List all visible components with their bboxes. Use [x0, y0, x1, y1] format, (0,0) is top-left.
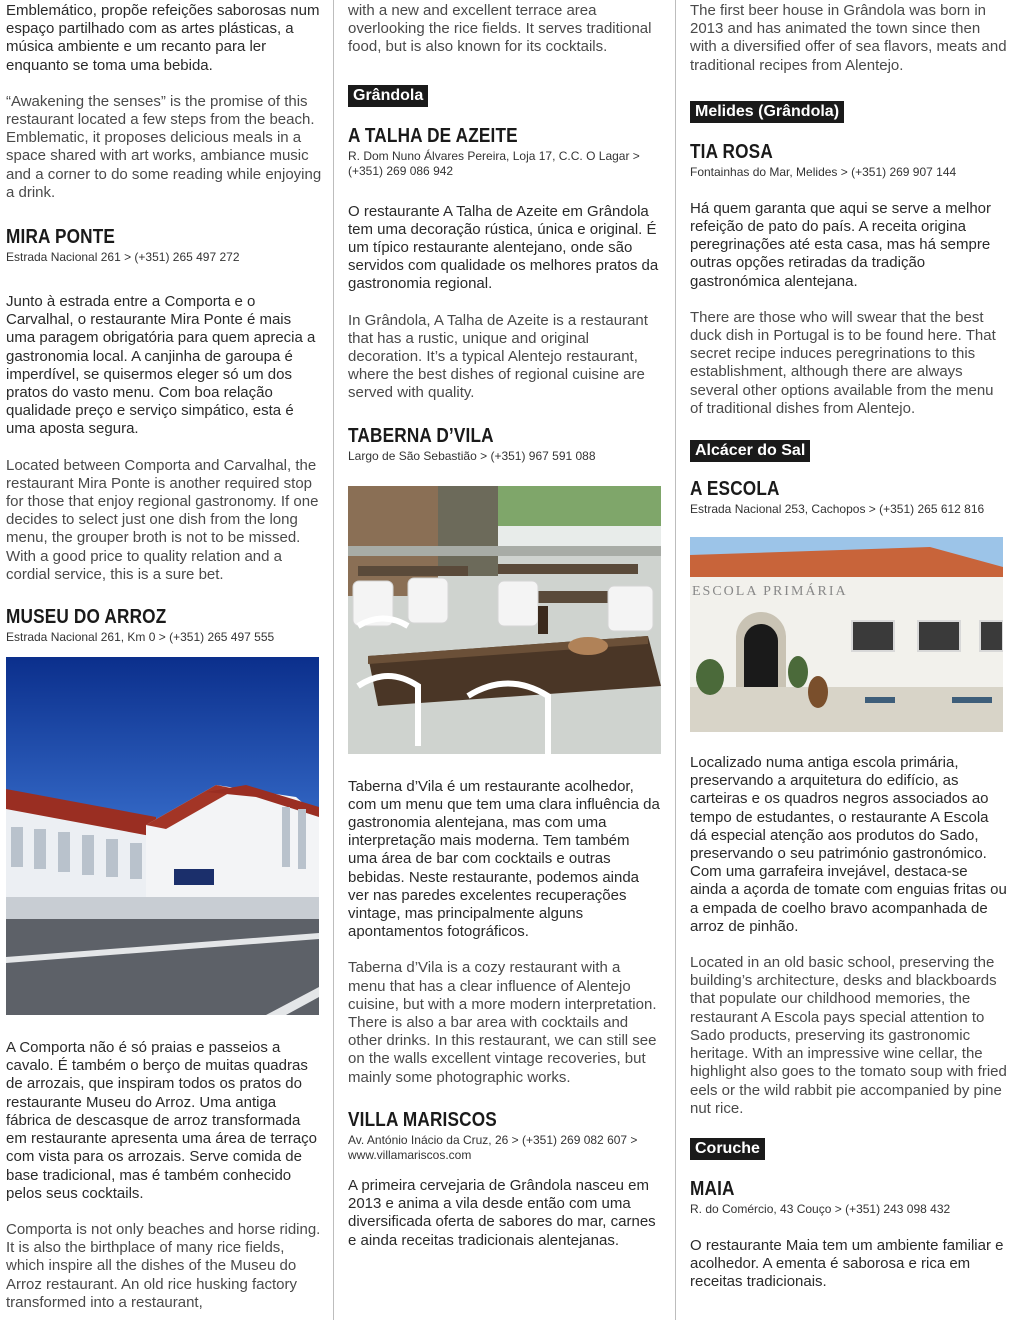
restaurant-name: TIA ROSA [690, 140, 773, 163]
continued-paragraph-en: The first beer house in Grândola was born in 2013 and has animated the town since then with a diversified offer of sea flavors, meats and traditional recipes from Alentejo. [690, 2, 1007, 74]
region-tag: Grândola [348, 85, 428, 107]
restaurant-address: Largo de São Sebastião > (+351) 967 591 088 [348, 448, 596, 463]
restaurant-name: A ESCOLA [690, 478, 780, 501]
description-pt: Há quem garanta que aqui se serve a melhor refeição de pato do país. A receita origina peregrinações até esta casa, mas há sempre outras opções retiradas da tradição gastronómica alentejana. [690, 199, 992, 290]
region-tag: Coruche [690, 1138, 765, 1160]
restaurant-name: TABERNA D’VILA [348, 424, 494, 447]
description-en: Located between Comporta and Carvalhal, the restaurant Mira Ponte is another required stop for those that enjoy regional gastronomy. If one decides to select just one dish from the long menu, the grouper broth is not to be missed. With a good price to quality relation and a cordial service, this is a sure bet. [6, 456, 319, 583]
restaurant-name: VILLA MARISCOS [348, 1108, 497, 1131]
column-divider [333, 0, 334, 1320]
description-en: Taberna d’Vila is a cozy restaurant with a menu that has a clear influence of Alentejo cuisine, but with a more modern interpretation. There is also a bar area with cocktails and other drinks. In this restaurant, we can still see on the walls excellent vintage recoveries, but mainly some photographic works. [348, 959, 657, 1086]
description-en: In Grândola, A Talha de Azeite is a restaurant that has a rustic, unique and original decoration. It’s a typical Alentejo restaurant, where the best dishes of regional cuisine are served with quality. [348, 311, 648, 402]
description-pt: O restaurante A Talha de Azeite em Grândola tem uma decoração rústica, única e original. É um típico restaurante alentejano, onde são servidos com qualidade os melhores pratos da gastronomia regional. [348, 202, 659, 293]
restaurant-address: Estrada Nacional 253, Cachopos > (+351) 265 612 816 [690, 502, 985, 517]
description-pt: Junto à estrada entre a Comporta e o Carvalhal, o restaurante Mira Ponte é mais uma paragem obrigatória para quem aprecia a gastronomia local. A canjinha de garoupa é imperdível, se quisermos eleger só um dos pratos do vasto menu. Com boa relação qualidade preço e serviço simpático, esta é uma aposta segura. [6, 293, 316, 438]
region-tag: Melides (Grândola) [690, 101, 844, 123]
restaurant-name: MUSEU DO ARROZ [6, 606, 167, 629]
description-pt: A primeira cervejaria de Grândola nasceu em 2013 e anima a vila desde então com uma diversificada oferta de sabores do mar, carnes e ainda receitas tradicionais alentejanas. [348, 1176, 656, 1249]
intro-paragraph-pt: Emblemático, propõe refeições saborosas num espaço partilhado com as artes plásticas, a música ambiente e um recanto para ler enquanto se toma uma bebida. [6, 2, 320, 74]
restaurant-address: Estrada Nacional 261, Km 0 > (+351) 265 497 555 [6, 630, 275, 645]
description-en: Comporta is not only beaches and horse riding. It is also the birthplace of many rice fields, which inspire all the dishes of the Museu do Arroz restaurant. An old rice husking factory transformed into a restaurant, [6, 1220, 321, 1311]
region-tag: Alcácer do Sal [690, 440, 810, 462]
school-sign: ESCOLA PRIMÁRIA [692, 584, 848, 600]
continued-paragraph-en: with a new and excellent terrace area overlooking the rice fields. It serves traditional food, but is also known for its cocktails. [348, 2, 652, 56]
column-2 [348, 0, 662, 1250]
taberna-dvila-photo [348, 486, 661, 754]
column-1 [6, 0, 324, 1312]
description-pt: Taberna d’Vila é um restaurante acolhedor, com um menu que tem uma clara influência da gastronomia alentejana, mas com uma interpretação mais moderna. Tem também uma área de bar com cocktails e outras bebidas. Neste restaurante, podemos ainda ver nas paredes excelentes recuperações vintage, mas principalmente alguns apontamentos fotográficos. [348, 777, 660, 941]
restaurant-address: Estrada Nacional 261 > (+351) 265 497 272 [6, 250, 240, 265]
description-pt: Localizado numa antiga escola primária, preservando a arquitetura do edifício, as carteiras e os quadros negros associados ao tempo de estudantes, o restaurante A Escola dá especial atenção aos produtos do Sado, preservando o seu património gastronómico. Com uma garrafeira invejável, destaca-se ainda a açorda de tomate com enguias fritas ou a empada de coelho bravo acompanhada de arroz de pinhão. [690, 754, 1007, 935]
restaurant-name: A TALHA DE AZEITE [348, 124, 518, 147]
restaurant-address: Av. António Inácio da Cruz, 26 > (+351) 269 082 607 > www.villamariscos.com [348, 1132, 638, 1162]
intro-paragraph-en: “Awakening the senses” is the promise of this restaurant located a few steps from the beach. Emblematic, it proposes delicious meals in a space shared with art works, ambiance music and a corner to do some reading while enjoying a drink. [6, 92, 322, 201]
description-en: There are those who will swear that the best duck dish in Portugal is to be found here. That secret recipe induces peregrinations to this establishment, although there are always several other options available from the menu of traditional dishes from Alentejo. [690, 308, 996, 417]
restaurant-name: MIRA PONTE [6, 226, 116, 249]
restaurant-address: Fontainhas do Mar, Melides > (+351) 269 907 144 [690, 164, 957, 179]
description-en: Located in an old basic school, preserving the building’s architecture, desks and blackboards that populate our childhood memories, the restaurant A Escola pays special attention to Sado products, preserving its gastronomic heritage. With an impressive wine cellar, the highlight also goes to the tomato soup with fried eels or the wild rabbit pie accompanied by pine nut rice. [690, 954, 1007, 1117]
column-divider [675, 0, 676, 1320]
column-3 [690, 0, 1008, 1292]
description-pt: O restaurante Maia tem um ambiente familiar e acolhedor. A ementa é saborosa e rica em receitas tradicionais. [690, 1236, 1004, 1291]
restaurant-address: R. do Comércio, 43 Couço > (+351) 243 098 432 [690, 1201, 951, 1216]
museu-do-arroz-photo [6, 657, 319, 1015]
a-escola-photo [690, 537, 1003, 732]
restaurant-address: R. Dom Nuno Álvares Pereira, Loja 17, C.C. O Lagar > (+351) 269 086 942 [348, 148, 640, 178]
description-pt: A Comporta não é só praias e passeios a cavalo. É também o berço de muitas quadras de arrozais, que inspiram todos os pratos do restaurante Museu do Arroz. Uma antiga fábrica de descasque de arroz transformada em restaurante apresenta uma área de terraço com vista para os arrozais. Serve comida de base tradicional, mas é também conhecido pelos seus cocktails. [6, 1039, 318, 1202]
restaurant-name: MAIA [690, 1177, 735, 1200]
